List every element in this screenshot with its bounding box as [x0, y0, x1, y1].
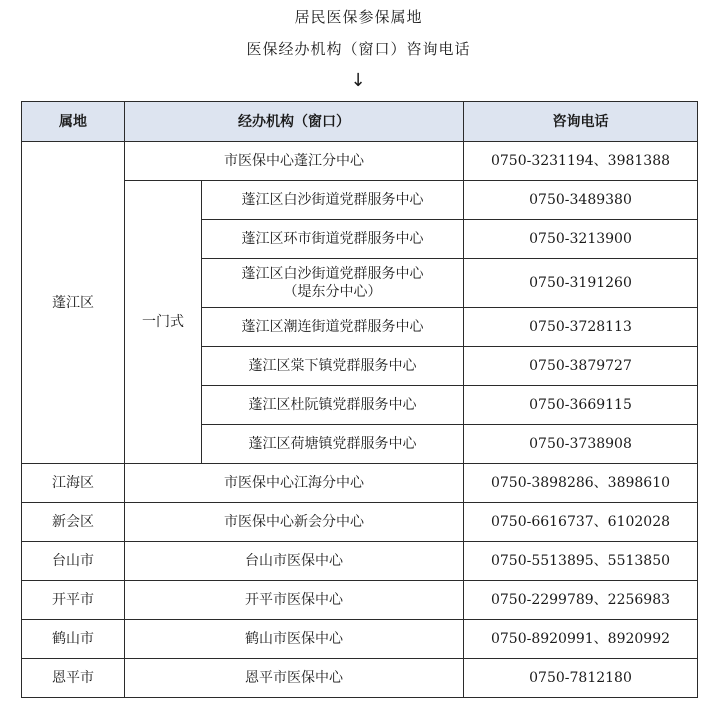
phone-cell: 0750-3213900: [464, 220, 698, 259]
header-phone: 咨询电话: [464, 102, 698, 142]
table-row: [22, 142, 698, 181]
phone-cell: 0750-3728113: [464, 308, 698, 347]
locality-cell: 恩平市: [22, 659, 125, 698]
contact-table: [21, 101, 698, 698]
agency-cell: 鹤山市医保中心: [125, 620, 464, 659]
phone-cell: 0750-8920991、8920992: [464, 620, 698, 659]
agency-cell: 蓬江区环市街道党群服务中心: [202, 220, 464, 259]
agency-cell: 恩平市医保中心: [125, 659, 464, 698]
phone-cell: 0750-5513895、5513850: [464, 542, 698, 581]
agency-subname: （堤东分中心）: [283, 284, 382, 300]
agency-cell: 蓬江区荷塘镇党群服务中心: [202, 425, 464, 464]
phone-cell: 0750-3231194、3981388: [464, 142, 698, 181]
phone-cell: 0750-3898286、3898610: [464, 464, 698, 503]
group-label-cell: 一门式: [125, 181, 202, 464]
table-row: [22, 659, 698, 698]
phone-cell: 0750-3191260: [464, 259, 698, 308]
phone-cell: 0750-3669115: [464, 386, 698, 425]
agency-cell: 台山市医保中心: [125, 542, 464, 581]
table-row: [22, 542, 698, 581]
table-header-row: [22, 102, 698, 142]
table-row: [22, 581, 698, 620]
agency-cell: 市医保中心蓬江分中心: [125, 142, 464, 181]
locality-cell: 江海区: [22, 464, 125, 503]
agency-cell: 开平市医保中心: [125, 581, 464, 620]
down-arrow-icon: ↓: [350, 70, 367, 91]
phone-cell: 0750-3489380: [464, 181, 698, 220]
phone-cell: 0750-7812180: [464, 659, 698, 698]
table-row: [22, 464, 698, 503]
locality-cell: 新会区: [22, 503, 125, 542]
phone-cell: 0750-3738908: [464, 425, 698, 464]
table-row: [22, 503, 698, 542]
agency-cell: 蓬江区杜阮镇党群服务中心: [202, 386, 464, 425]
agency-cell: [202, 259, 464, 308]
header-agency: 经办机构（窗口）: [125, 102, 464, 142]
agency-cell: 蓬江区潮连街道党群服务中心: [202, 308, 464, 347]
locality-cell: 台山市: [22, 542, 125, 581]
agency-cell: 市医保中心江海分中心: [125, 464, 464, 503]
table-row: [22, 620, 698, 659]
agency-cell: 蓬江区白沙街道党群服务中心: [202, 181, 464, 220]
locality-cell: 鹤山市: [22, 620, 125, 659]
agency-name: 蓬江区白沙街道党群服务中心: [241, 266, 424, 282]
phone-cell: 0750-6616737、6102028: [464, 503, 698, 542]
agency-cell: 市医保中心新会分中心: [125, 503, 464, 542]
agency-cell: 蓬江区棠下镇党群服务中心: [202, 347, 464, 386]
locality-cell: 蓬江区: [22, 142, 125, 464]
title-line-2: 医保经办机构（窗口）咨询电话: [246, 40, 471, 58]
phone-cell: 0750-3879727: [464, 347, 698, 386]
phone-cell: 0750-2299789、2256983: [464, 581, 698, 620]
header-locality: 属地: [22, 102, 125, 142]
title-line-1: 居民医保参保属地: [294, 8, 423, 26]
locality-cell: 开平市: [22, 581, 125, 620]
